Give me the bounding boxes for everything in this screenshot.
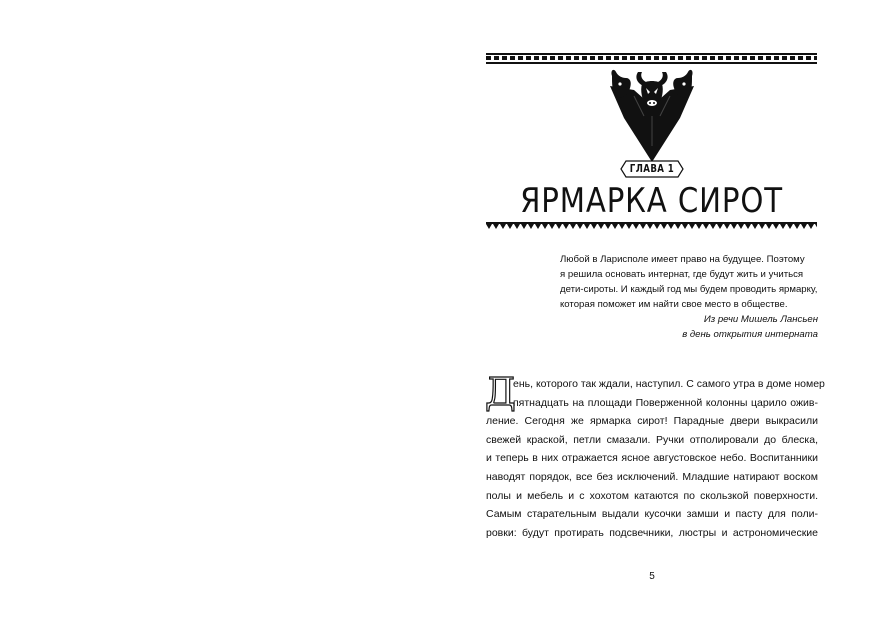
epigraph-line: дети-сироты. И каждый год мы будем проводить ярмарку, <box>560 284 818 295</box>
epigraph-line: которая поможет им найти свое место в обществе. <box>560 299 788 310</box>
body-line: ень, которого так ждали, наступил. С самого утра в доме номер <box>513 378 825 390</box>
epigraph <box>560 252 818 342</box>
body-line: свежей краской, петли смазали. Ручки отполировали до блеска, <box>486 433 818 446</box>
epigraph-source: в день открытия интерната <box>682 329 818 340</box>
drop-cap-letter: Д <box>485 370 516 414</box>
zigzag-rule-ornament <box>486 222 817 231</box>
body-line: ровки: будут протирать подсвечники, люстры и астрономические <box>486 526 818 539</box>
body-line: и теперь в них отражается ясное августовское небо. Воспитанники <box>486 452 818 465</box>
chapter-label: ГЛАВА 1 <box>629 163 675 175</box>
epigraph-line: Любой в Ларисполе имеет право на будущее. Поэтому <box>560 254 805 265</box>
body-line: пятнадцать на площади Поверженной колонны царило ожив- <box>513 396 818 409</box>
epigraph-line: я решила основать интернат, где будут жить и учиться <box>560 269 804 280</box>
body-line: ление. Сегодня же ярмарка сирот! Парадные двери выкрасили <box>486 415 818 428</box>
three-headed-bull-icon <box>604 66 700 164</box>
body-line: Самым старательным выдали кусочки замши и пасту для поли- <box>486 508 818 521</box>
page-number: 5 <box>649 571 655 582</box>
film-strip-ornament <box>486 53 817 63</box>
chapter-label-frame <box>620 160 684 178</box>
body-line: наводят порядок, все без исключений. Младшие натирают воском <box>486 470 818 483</box>
body-line: полы и мебель и с хохотом катаются по скользкой поверхности. <box>486 489 818 502</box>
chapter-title: ЯРМАРКА СИРОТ <box>520 181 783 221</box>
body-text <box>486 375 825 542</box>
epigraph-source: Из речи Мишель Лансьен <box>703 314 818 325</box>
